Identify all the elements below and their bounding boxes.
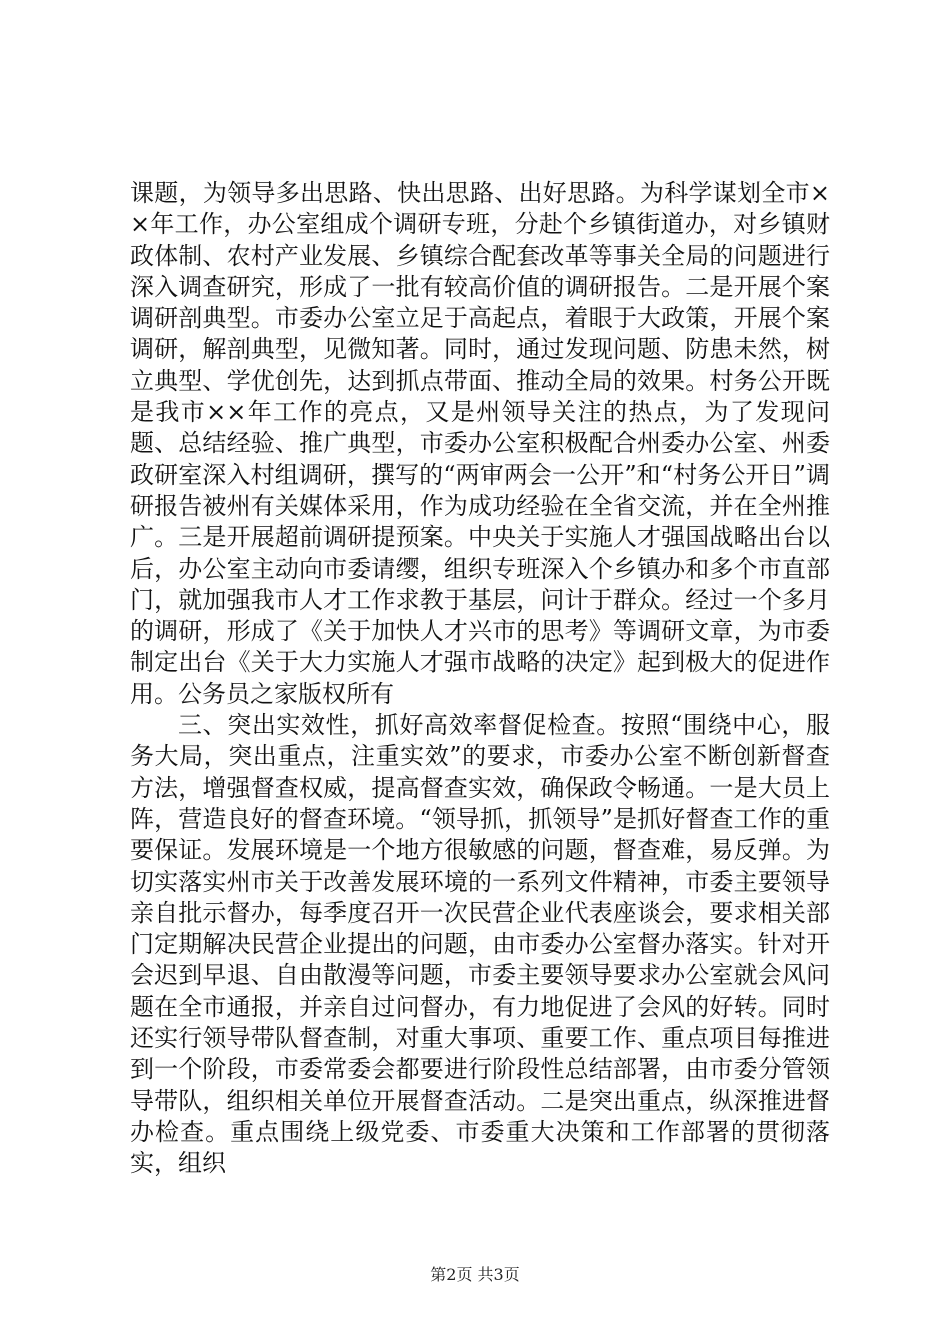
document-body: [130, 178, 830, 1180]
page-number-footer: 第2页 共3页: [430, 1265, 520, 1284]
paragraph-2: 三、突出实效性，抓好高效率督促检查。按照“围绕中心，服务大局，突出重点，注重实效”的要求，市委办公室不断创新督查方法，增强督查权威，提高督查实效，确保政令畅通。一是大员上阵，营造良好的督查环境。“领导抓，抓领导”是抓好督查工作的重要保证。发展环境是一个地方很敏感的问题，督查难，易反弹。为切实落实州市关于改善发展环境的一系列文件精神，市委主要领导亲自批示督办，每季度召开一次民营企业代表座谈会，要求相关部门定期解决民营企业提出的问题，由市委办公室督办落实。针对开会迟到早退、自由散漫等问题，市委主要领导要求办公室就会风问题在全市通报，并亲自过问督办，有力地促进了会风的好转。同时还实行领导带队督查制，对重大事项、重要工作、重点项目每推进到一个阶段，市委常委会都要进行阶段性总结部署，由市委分管领导带队，组织相关单位开展督查活动。二是突出重点，纵深推进督办检查。重点围绕上级党委、市委重大决策和工作部署的贯彻落实，组织: [130, 711, 830, 1178]
paragraph-1: 课题，为领导多出思路、快出思路、出好思路。为科学谋划全市××年工作，办公室组成个调研专班，分赴个乡镇街道办，对乡镇财政体制、农村产业发展、乡镇综合配套改革等事关全局的问题进行深入调查研究，形成了一批有较高价值的调研报告。二是开展个案调研剖典型。市委办公室立足于高起点，着眼于大政策，开展个案调研，解剖典型，见微知著。同时，通过发现问题、防患未然，树立典型、学优创先，达到抓点带面、推动全局的效果。村务公开既是我市××年工作的亮点，又是州领导关注的热点，为了发现问题、总结经验、推广典型，市委办公室积极配合州委办公室、州委政研室深入村组调研，撰写的“两审两会一公开”和“村务公开日”调研报告被州有关媒体采用，作为成功经验在全省交流，并在全州推广。三是开展超前调研提预案。中央关于实施人才强国战略出台以后，办公室主动向市委请缨，组织专班深入个乡镇办和多个市直部门，就加强我市人才工作求教于基层，问计于群众。经过一个多月的调研，形成了《关于加快人才兴市的思考》等调研文章，为市委制定出台《关于大力实施人才强市战略的决定》起到极大的促进作用。公务员之家版权所有: [130, 179, 830, 708]
